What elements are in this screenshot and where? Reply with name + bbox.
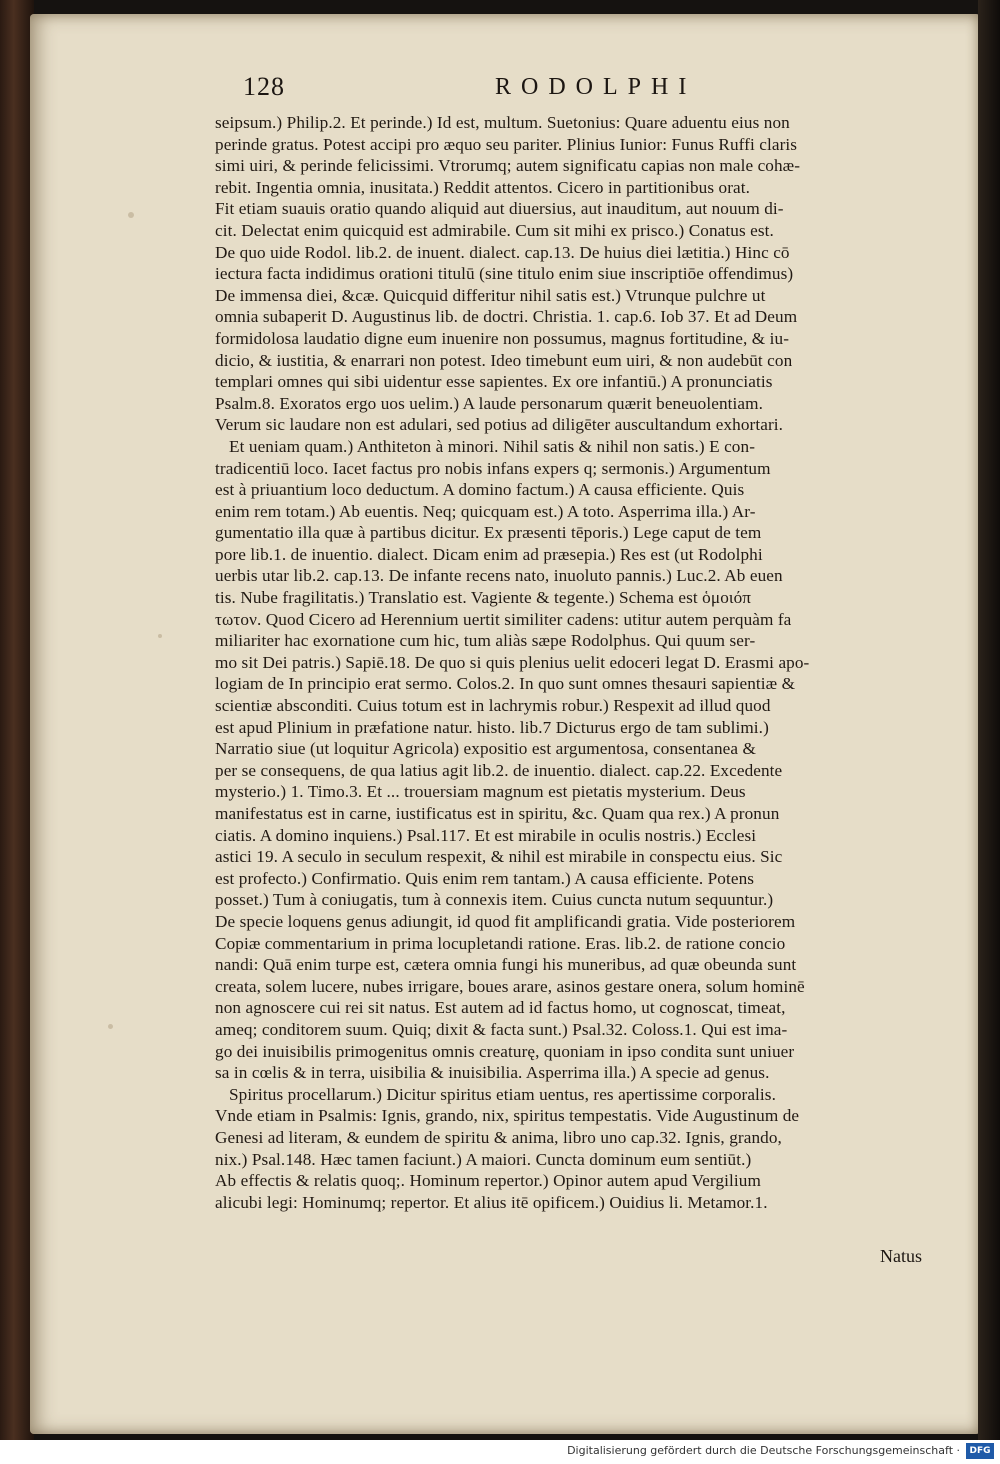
text-line: Verum sic laudare non est adulari, sed potius ad diligēter auscultandum exhortari.: [215, 415, 784, 435]
text-line: alicubi legi: Hominumq; repertor. Et alius itē opificem.) Ouidius li. Metamor.1.: [215, 1192, 768, 1212]
text-line: perinde gratus. Potest accipi pro æquo seu pariter. Plinius Iunior: Funus Ruffi claris: [215, 134, 798, 154]
commentary-text: [215, 112, 975, 1213]
book-edge-left: [0, 0, 34, 1440]
text-line: τωτον. Quod Cicero ad Herennium uertit similiter cadens: utitur autem perquàm fa: [215, 609, 792, 629]
text-line: Copiæ commentarium in prima locupletandi ratione. Eras. lib.2. de ratione concio: [215, 933, 786, 953]
text-line: Fit etiam suauis oratio quando aliquid aut diuersius, aut inauditum, aut nouum di-: [215, 199, 784, 219]
text-line: iectura facta indidimus orationi titulū (sine titulo enim siue inscriptiōe offendimus): [215, 264, 794, 284]
text-line: omnia subaperit D. Augustinus lib. de doctri. Christia. 1. cap.6. Iob 37. Et ad Deum: [215, 307, 798, 327]
text-line: templari omnes qui sibi uidentur esse sapientes. Ex ore infantiū.) A pronunciatis: [215, 372, 773, 392]
text-line: manifestatus est in carne, iustificatus est in spiritu, &c. Quam qua rex.) A pronun: [215, 804, 780, 823]
text-line: est apud Plinium in præfatione natur. histo. lib.7 Dicturus ergo de tam sublimi.): [215, 717, 769, 737]
text-line: go dei inuisibilis primogenitus omnis creaturę, quoniam in ipso condita sunt uniuer: [215, 1041, 795, 1061]
text-line: Narratio siue (ut loquitur Agricola) expositio est argumentosa, consentanea &: [215, 739, 757, 759]
text-line: non agnoscere cui rei sit natus. Est autem ad id factus homo, ut cognoscat, timeat,: [215, 998, 786, 1018]
funding-credit: Digitalisierung gefördert durch die Deutsche Forschungsgemeinschaft ·: [567, 1444, 960, 1457]
dfg-logo: DFG: [966, 1443, 994, 1459]
catchword: Natus: [880, 1246, 922, 1266]
text-line: miliariter hac exornatione cum hic, tum aliàs sæpe Rodolphus. Qui quum ser-: [215, 631, 756, 651]
text-line: creata, solem lucere, nubes irrigare, boues arare, asinos gestare onera, solum hominē: [215, 976, 805, 996]
text-line: Et ueniam quam.) Anthiteton à minori. Nihil satis & nihil non satis.) E con-: [229, 436, 756, 456]
text-line: rebit. Ingentia omnia, inusitata.) Reddit attentos. Cicero in partitionibus orat.: [215, 177, 751, 197]
text-line: sa in cœlis & in terra, uisibilia & inuisibilia. Asperrima illa.) A specie ad genus.: [215, 1063, 770, 1083]
text-line: mo sit Dei patris.) Sapiē.18. De quo si quis plenius uelit edoceri legat D. Erasmi apo-: [215, 652, 810, 672]
text-line: nix.) Psal.148. Hæc tamen faciunt.) A maiori. Cuncta dominum eum sentiūt.): [215, 1149, 752, 1169]
text-line: est profecto.) Confirmatio. Quis enim rem tantam.) A causa efficiente. Potens: [215, 868, 755, 888]
text-line: Vnde etiam in Psalmis: Ignis, grando, nix, spiritus tempestatis. Vide Augustinum de: [215, 1106, 800, 1126]
text-line: Spiritus procellarum.) Dicitur spiritus etiam uentus, res apertissime corporalis.: [229, 1084, 776, 1104]
text-line: De quo uide Rodol. lib.2. de inuent. dialect. cap.13. De huius diei lætitia.) Hinc cō: [215, 242, 790, 262]
text-line: scientiæ absconditi. Cuius totum est in lachrymis robur.) Respexit ad illud quod: [215, 696, 771, 716]
page-stain: [158, 634, 162, 638]
running-head: RODOLPHI: [495, 74, 697, 100]
text-line: cit. Delectat enim quicquid est admirabile. Cum sit mihi ex prisco.) Conatus est.: [215, 220, 774, 240]
text-line: seipsum.) Philip.2. Et perinde.) Id est, multum. Suetonius: Quare aduentu eius non: [215, 113, 790, 132]
text-line: ameq; conditorem suum. Quiq; dixit & facta sunt.) Psal.32. Coloss.1. Qui est ima-: [215, 1019, 788, 1039]
text-line: ciatis. A domino inquiens.) Psal.117. Et est mirabile in oculis nostris.) Ecclesi: [215, 825, 757, 845]
page-stain: [128, 212, 134, 218]
text-line: dicio, & iustitia, & enarrari non potest. Ideo timebunt eum uiri, & non audebūt con: [215, 350, 793, 370]
text-line: Psalm.8. Exoratos ergo uos uelim.) A laude personarum quærit beneuolentiam.: [215, 393, 764, 413]
text-line: posset.) Tum à coniugatis, tum à connexis item. Cuius cuncta nutum sequuntur.): [215, 890, 774, 910]
text-line: astici 19. A seculo in seculum respexit, & nihil est mirabile in conspectu eius. Sic: [215, 847, 783, 867]
text-line: mysterio.) 1. Timo.3. Et ... trouersiam magnum est pietatis mysterium. Deus: [215, 782, 746, 802]
page-header: [205, 72, 965, 106]
text-line: tis. Nube fragilitatis.) Translatio est. Vagiente & tegente.) Schema est ὁμοιόπ: [215, 588, 752, 608]
text-line: per se consequens, de qua latius agit lib.2. de inuentio. dialect. cap.22. Excedente: [215, 760, 783, 780]
text-line: uerbis utar lib.2. cap.13. De infante recens nato, inuoluto pannis.) Luc.2. Ab euen: [215, 566, 783, 586]
text-line: est à priuantium loco deductum. A domino factum.) A causa efficiente. Quis: [215, 480, 745, 500]
text-line: pore lib.1. de inuentio. dialect. Dicam enim ad præsepia.) Res est (ut Rodolphi: [215, 544, 763, 564]
text-line: gumentatio illa quæ à partibus dicitur. Ex præsenti tēporis.) Lege caput de tem: [215, 523, 762, 543]
text-line: nandi: Quā enim turpe est, cætera omnia fungi his muneribus, ad quæ obeunda sunt: [215, 955, 797, 975]
text-line: Ab effectis & relatis quoq;. Hominum repertor.) Opinor autem apud Vergilium: [215, 1171, 761, 1191]
page-edge-right: [978, 0, 1000, 1440]
text-line: logiam de In principio erat sermo. Colos.2. In quo sunt omnes thesauri sapientiæ &: [215, 674, 796, 694]
text-line: enim rem totam.) Ab euentis. Neq; quicquam est.) A toto. Asperrima illa.) Ar-: [215, 501, 756, 521]
footer-bar: [0, 1440, 1000, 1464]
text-line: De specie loquens genus adiungit, id quod fit amplificandi gratia. Vide posteriorem: [215, 911, 796, 931]
text-line: Genesi ad literam, & eundem de spiritu & anima, libro uno cap.32. Ignis, grando,: [215, 1127, 782, 1147]
page-stain: [108, 1024, 113, 1029]
text-line: tradicentiū loco. Iacet factus pro nobis infans expers q; sermonis.) Argumentum: [215, 458, 771, 478]
text-line: simi uiri, & perinde felicissimi. Vtrorumq; autem significatu capias non male cohæ-: [215, 156, 801, 176]
text-line: De immensa diei, &cæ. Quicquid differitur nihil satis est.) Vtrunque pulchre ut: [215, 285, 766, 305]
page-number: 128: [243, 72, 285, 101]
text-line: formidolosa laudatio digne eum inuenire non possumus, magnus fortitudine, & iu-: [215, 328, 790, 348]
